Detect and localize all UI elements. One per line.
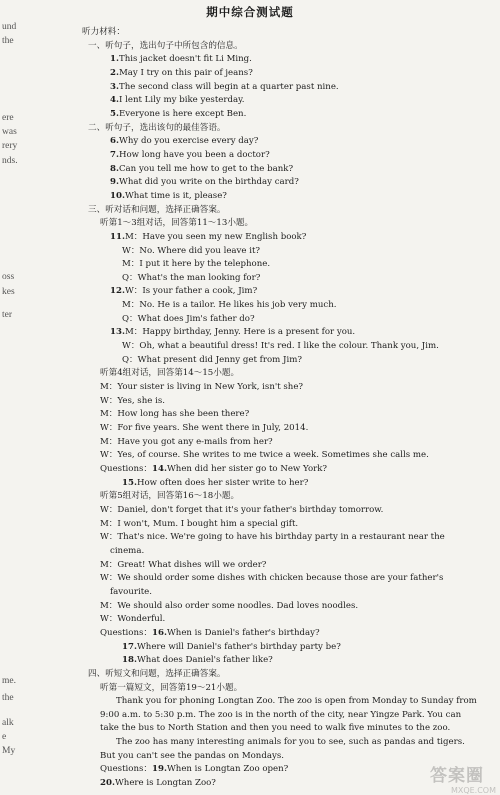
dialogue-line: W：Wonderful.: [100, 614, 166, 625]
section-heading: 一、听句子，选出句子中所包含的信息。: [88, 40, 243, 51]
margin-fragment: ter: [2, 310, 13, 320]
dialogue-line: M：We should also order some noodles. Dad loves noodles.: [100, 600, 359, 611]
page-title: 期中综合测试题: [206, 5, 294, 19]
question-item: 15.How often does her sister write to her?: [122, 477, 309, 488]
question-item: 1.This jacket doesn't fit Li Ming.: [110, 54, 252, 65]
section-heading: 二、听句子，选出该句的最佳答语。: [88, 122, 226, 133]
margin-fragment: alk: [2, 718, 14, 728]
dialogue-line: Q：What does Jim's father do?: [122, 313, 255, 324]
margin-fragment: kes: [2, 287, 15, 297]
group-instruction: 听第5组对话，回答第16～18小题。: [100, 491, 240, 502]
site-watermark-logo: 答案圈 MXQE.COM: [430, 766, 496, 795]
margin-fragment: und: [2, 22, 17, 32]
question-item: 4.I lent Lily my bike yesterday.: [110, 95, 245, 106]
dialogue-line: M：Great! What dishes will we order?: [100, 559, 267, 570]
dialogue-line: Q：What present did Jenny get from Jim?: [122, 354, 302, 365]
question-item: 18.What does Daniel's father like?: [122, 655, 273, 666]
dialogue-line: M：I put it here by the telephone.: [122, 259, 271, 270]
margin-fragment: ere: [2, 113, 14, 123]
question-item: 2.May I try on this pair of jeans?: [110, 67, 253, 78]
dialogue-line: M：How long has she been there?: [100, 409, 250, 420]
section-heading: 四、听短文和问题，选择正确答案。: [88, 668, 226, 679]
dialogue-line: W：That's nice. We're going to have his birthday party in a restaurant near the: [100, 532, 445, 543]
margin-fragment: e: [2, 732, 7, 742]
dialogue-line: 12.W：Is your father a cook, Jim?: [110, 286, 258, 297]
dialogue-line: W：Yes, she is.: [100, 395, 165, 406]
margin-fragment: the: [2, 36, 14, 46]
dialogue-line: M：Have you got any e-mails from her?: [100, 436, 273, 447]
question-item: 17.Where will Daniel's father's birthday party be?: [122, 641, 341, 652]
question-item: Questions：19.When is Longtan Zoo open?: [100, 764, 289, 775]
dialogue-line: Q：What's the man looking for?: [122, 272, 261, 283]
margin-fragment: oss: [2, 272, 15, 282]
margin-fragment: was: [2, 127, 17, 137]
question-item: Questions：14.When did her sister go to New York?: [100, 464, 328, 474]
question-item: 9.What did you write on the birthday card?: [110, 177, 299, 188]
question-item: 7.How long have you been a doctor?: [110, 149, 270, 160]
dialogue-line: W：No. Where did you leave it?: [122, 245, 261, 256]
dialogue-line: cinema.: [110, 545, 145, 556]
margin-fragment: me.: [2, 676, 16, 686]
dialogue-line: favourite.: [110, 586, 152, 597]
listening-script: [82, 26, 482, 791]
intro-label: 听力材料：: [82, 27, 125, 37]
dialogue-line: W：For five years. She went there in July, 2014.: [100, 423, 309, 434]
margin-fragment: nds.: [2, 156, 18, 166]
margin-fragment: the: [2, 693, 14, 703]
dialogue-line: 11.M：Have you seen my new English book?: [110, 231, 307, 242]
margin-fragment: My: [2, 746, 16, 756]
dialogue-line: 13.M：Happy birthday, Jenny. Here is a present for you.: [110, 327, 356, 338]
question-item: 8.Can you tell me how to get to the bank?: [110, 163, 294, 174]
dialogue-line: W：Yes, of course. She writes to me twice a week. Sometimes she calls me.: [100, 450, 429, 461]
passage-paragraph: The zoo has many interesting animals for you to see, such as pandas and tigers. But you can't see the pandas on Mondays.: [100, 737, 465, 761]
dialogue-line: W：We should order some dishes with chicken because those are your father's: [100, 573, 444, 584]
group-instruction: 听第4组对话，回答第14～15小题。: [100, 368, 240, 379]
passage-paragraph: Thank you for phoning Longtan Zoo. The zoo is open from Monday to Sunday from 9:00 a.m. to 5:30 p.m. The zoo is in the north of the city, near Yingze Park. You can take the bus to North Station and then you need to walk five minutes to the zoo.: [100, 696, 477, 734]
dialogue-line: W：Oh, what a beautiful dress! It's red. I like the colour. Thank you, Jim.: [122, 341, 439, 352]
question-item: 10.What time is it, please?: [110, 190, 227, 201]
group-instruction: 听第一篇短文，回答第19～21小题。: [100, 682, 243, 693]
question-item: 3.The second class will begin at a quarter past nine.: [110, 81, 339, 92]
question-item: 20.Where is Longtan Zoo?: [100, 778, 216, 789]
question-item: 6.Why do you exercise every day?: [110, 136, 259, 147]
group-instruction: 听第1～3组对话，回答第11～13小题。: [100, 218, 254, 229]
dialogue-line: M：Your sister is living in New York, isn't she?: [100, 382, 304, 393]
question-item: Questions：16.When is Daniel's father's birthday?: [100, 627, 320, 638]
dialogue-line: W：Daniel, don't forget that it's your father's birthday tomorrow.: [100, 504, 384, 515]
dialogue-line: M：No. He is a tailor. He likes his job very much.: [122, 300, 337, 311]
margin-fragment: rery: [2, 141, 18, 151]
left-margin-fragments: [0, 0, 62, 795]
dialogue-line: M：I won't, Mum. I bought him a special gift.: [100, 518, 299, 529]
section-heading: 三、听对话和问题，选择正确答案。: [88, 204, 226, 215]
question-item: 5.Everyone is here except Ben.: [110, 108, 247, 119]
